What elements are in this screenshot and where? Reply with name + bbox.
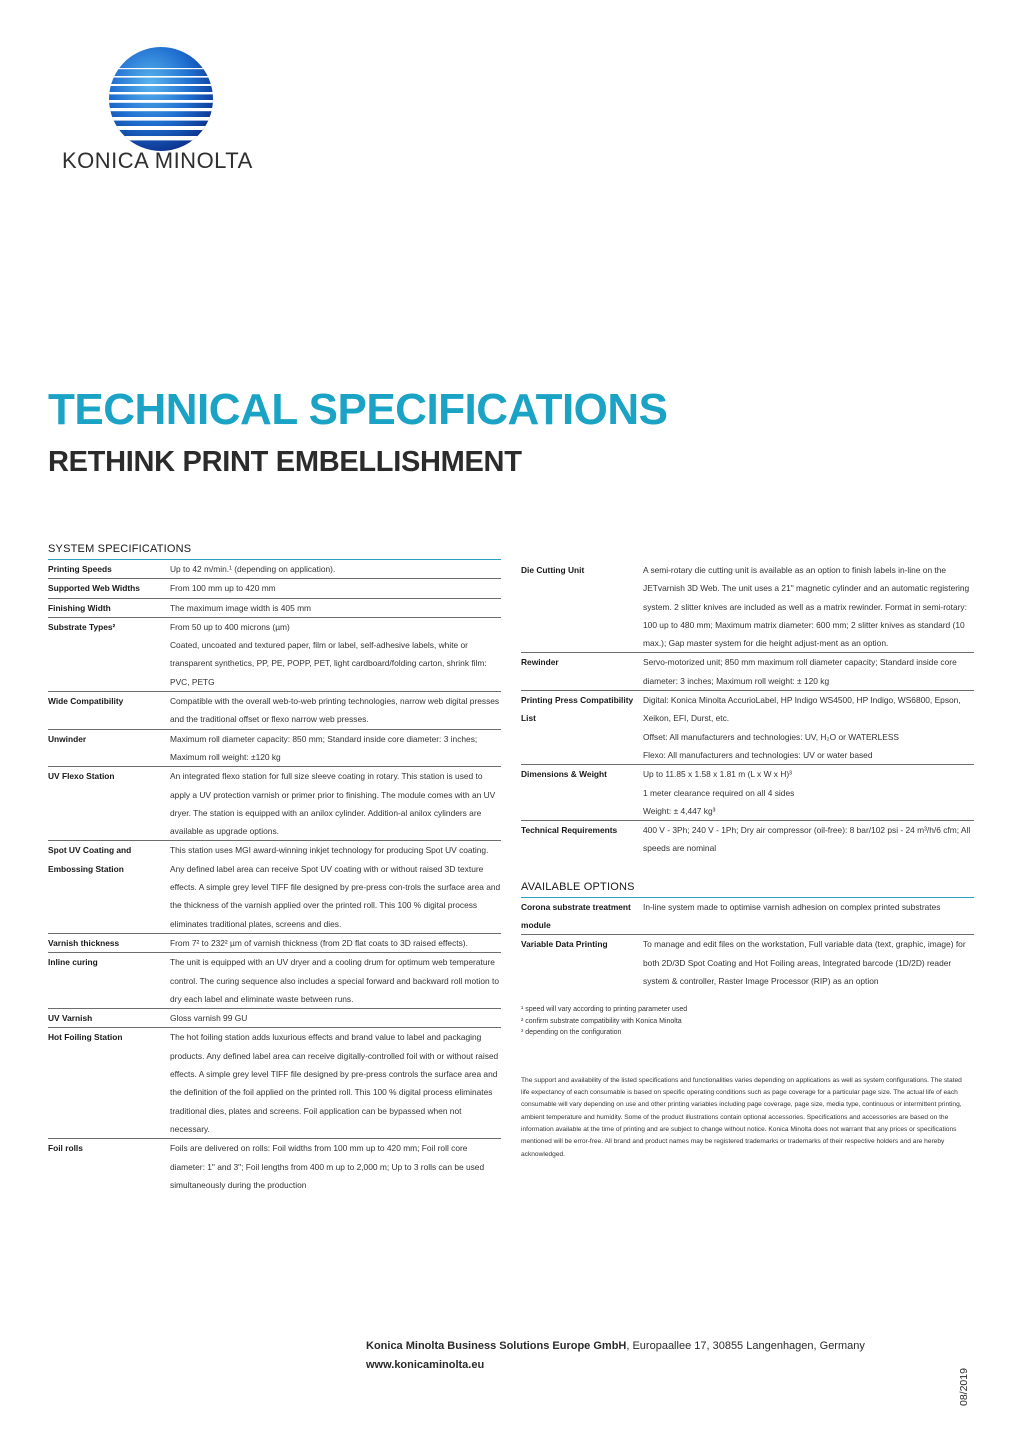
- table-row: [48, 933, 501, 952]
- footnotes: [521, 1004, 974, 1039]
- spec-value-line: Weight: ± 4,447 kg³: [643, 805, 716, 816]
- spec-label: Wide Compatibility: [48, 696, 124, 707]
- spec-label: UV Varnish: [48, 1013, 93, 1024]
- spec-value: The unit is equipped with an UV dryer and a cooling drum for optimum web temperature control. The curing sequence also includes a special forward and backward roll motion to dry each label and eliminate waste between runs.: [170, 957, 499, 1004]
- spec-value: A semi-rotary die cutting unit is available as an option to finish labels in-line on the JETvarnish 3D Web. The unit uses a 21" magnetic cylinder and an automatic registering system. 2 slitter knives are included as well as a matrix rewinder. Format in semi-rotary: 100 up to 480 mm; Maximum matrix diameter: 600 mm; 2 slitter knives as standard (10 max.); Gap master system for die height adjust-ment as an option.: [643, 565, 970, 649]
- spec-value-line: Flexo: All manufacturers and technologies: UV or water based: [643, 749, 873, 760]
- spec-label: Foil rolls: [48, 1143, 83, 1154]
- table-row: [521, 935, 974, 990]
- spec-value-line: Up to 11.85 x 1.58 x 1.81 m (L x W x H)³: [643, 769, 792, 780]
- table-row: [48, 767, 501, 841]
- additional-specifications-table: [521, 561, 974, 858]
- spec-value: The hot foiling station adds luxurious effects and brand value to label and packaging products. Any defined label area can receive digitally-controlled foil with or without raised effects. A simple grey level TIFF file designed by pre-press controls the surface area and the definition of the foil applied on the printed roll. This 100 % digital process eliminates traditional dies, plates and screens. Foil application can be bypassed when not necessary.: [170, 1032, 499, 1134]
- system-specifications-table: [48, 560, 501, 1194]
- spec-value: Foils are delivered on rolls: Foil widths from 100 mm up to 420 mm; Foil roll core diameter: 1" and 3"; Foil lengths from 400 m up to 2,000 m; Up to 3 rolls can be used simultaneously during the production: [170, 1143, 485, 1190]
- table-row: [48, 953, 501, 1009]
- spec-label: Unwinder: [48, 733, 87, 744]
- table-row: [521, 691, 974, 765]
- table-row: [48, 841, 501, 933]
- spec-value: Servo-motorized unit; 850 mm maximum roll diameter capacity; Standard inside core diameter: 3 inches; Maximum roll weight: ± 120 kg: [643, 657, 957, 686]
- table-row: [48, 1009, 501, 1028]
- spec-value: [643, 765, 974, 821]
- spec-label: UV Flexo Station: [48, 771, 115, 782]
- footer-company-address: [366, 1340, 865, 1352]
- spec-value: The maximum image width is 405 mm: [170, 602, 312, 613]
- footer-company-name: Konica Minolta Business Solutions Europe GmbH: [366, 1340, 627, 1352]
- footnote: ³ depending on the configuration: [521, 1029, 622, 1037]
- spec-value-line: From 50 up to 400 microns (µm): [170, 621, 290, 632]
- spec-value: From 100 mm up to 420 mm: [170, 583, 276, 594]
- available-options-table: [521, 898, 974, 990]
- spec-value: From 7² to 232² µm of varnish thickness (from 2D flat coats to 3D raised effects).: [170, 937, 468, 948]
- table-row: [521, 765, 974, 821]
- spec-label: Finishing Width: [48, 602, 111, 613]
- spec-label: Varnish thickness: [48, 937, 120, 948]
- system-specifications-heading: SYSTEM SPECIFICATIONS: [48, 542, 501, 560]
- table-row: [48, 598, 501, 617]
- system-specifications-section: [48, 542, 501, 1194]
- konica-minolta-globe-logo: [108, 46, 214, 152]
- table-row: [48, 692, 501, 730]
- additional-specifications-section: [521, 561, 974, 1161]
- spec-value: This station uses MGI award-winning inkjet technology for producing Spot UV coating. Any defined label area can receive Spot UV coating with or without raised 3D texture effects. A simple grey level TIFF file designed by pre-press con-trols the surface area and the thickness of the varnish applied over the printed roll. This 100 % digital process eliminates traditional plates, screens and dies.: [170, 845, 501, 929]
- spec-label: Substrate Types²: [48, 621, 116, 632]
- spec-value-line: Coated, uncoated and textured paper, film or label, self-adhesive labels, white or transparent synthetics, PP, PE, POPP, PET, light cardboard/folding carton, shrink film: PVC, PETG: [170, 640, 487, 687]
- spec-value: Up to 42 m/min.¹ (depending on application).: [170, 564, 336, 574]
- spec-label: Rewinder: [521, 657, 559, 668]
- table-row: [48, 617, 501, 691]
- spec-value-line: Digital: Konica Minolta AccurioLabel, HP Indigo WS4500, HP Indigo, WS6800, Epson, Xeikon, EFI, Durst, etc.: [643, 695, 961, 724]
- footer-website-link[interactable]: www.konicaminolta.eu: [366, 1359, 485, 1371]
- spec-label: Hot Foiling Station: [48, 1032, 123, 1043]
- table-row: [521, 561, 974, 653]
- disclaimer: The support and availability of the listed specifications and functionalities varies depending on applications as well as system configurations. The stated life expectancy of each consumable is based on specific operating conditions such as page coverage for a particular page size. The actual life of each consumable will vary depending on use and other printing variables including page coverage, page size, media type, continuous or intermittent printing, ambient temperature and humidity. Some of the product illustrations contain optional accessories. Specifications and accessories are based on the information available at the time of printing and are subject to change without notice. Konica Minolta does not warrant that any prices or specifications mentioned will be error-free. All brand and product names may be registered trademarks or trademarks of their respective holders and are hereby acknowledged.: [521, 1076, 962, 1158]
- spec-label: Dimensions & Weight: [521, 769, 607, 780]
- spec-label: Variable Data Printing: [521, 939, 608, 950]
- page-subtitle: RETHINK PRINT EMBELLISHMENT: [48, 446, 522, 478]
- publication-date: 08/2019: [958, 1368, 970, 1406]
- spec-label: Printing Press Compatibility List: [521, 695, 634, 724]
- spec-value: [643, 691, 974, 765]
- table-row: [521, 821, 974, 858]
- spec-label: Printing Speeds: [48, 564, 112, 574]
- footnote: ² confirm substrate compatibility with Konica Minolta: [521, 1017, 682, 1025]
- table-row: [48, 1028, 501, 1139]
- spec-value: To manage and edit files on the workstation, Full variable data (text, graphic, image) for both 2D/3D Spot Coating and Hot Foiling areas, Integrated barcode (1D/2D) reader system & controller, Raster Image Processor (RIP) as an option: [643, 939, 966, 986]
- table-row: [521, 653, 974, 691]
- table-row: [48, 729, 501, 767]
- spec-label: Corona substrate treatment module: [521, 901, 631, 931]
- table-row: [48, 579, 501, 598]
- spec-label: Die Cutting Unit: [521, 565, 585, 575]
- spec-label: Supported Web Widths: [48, 583, 140, 594]
- footer-address: , Europaallee 17, 30855 Langenhagen, Germany: [626, 1340, 865, 1352]
- table-row: [521, 898, 974, 935]
- available-options-heading: AVAILABLE OPTIONS: [521, 880, 974, 898]
- spec-value: Compatible with the overall web-to-web printing technologies, narrow web digital presses and the traditional offset or flexo narrow web presses.: [170, 696, 500, 725]
- spec-value-line: 1 meter clearance required on all 4 sides: [643, 787, 795, 798]
- brand-wordmark: KONICA MINOLTA: [62, 148, 253, 173]
- spec-value: Gloss varnish 99 GU: [170, 1013, 248, 1024]
- spec-value: Maximum roll diameter capacity: 850 mm; Standard inside core diameter: 3 inches; Maximum roll weight: ±120 kg: [170, 733, 478, 762]
- table-row: [48, 560, 501, 579]
- spec-label: Inline curing: [48, 957, 98, 968]
- spec-value: [170, 617, 501, 691]
- table-row: [48, 1139, 501, 1194]
- spec-value: An integrated flexo station for full size sleeve coating in rotary. This station is used to apply a UV protection varnish or primer prior to finishing. The module comes with an UV dryer. The station is equipped with an anilox cylinder. Addition-al anilox cylinders are available as upgrade options.: [170, 771, 496, 837]
- spec-label: Technical Requirements: [521, 825, 618, 836]
- page-title: TECHNICAL SPECIFICATIONS: [48, 385, 668, 434]
- spec-label: Spot UV Coating and Embossing Station: [48, 845, 132, 874]
- spec-value: 400 V - 3Ph; 240 V - 1Ph; Dry air compressor (oil-free): 8 bar/102 psi - 24 m³/h/6 cfm; All speeds are nominal: [643, 825, 971, 854]
- spec-value-line: Offset: All manufacturers and technologies: UV, H₂O or WATERLESS: [643, 731, 900, 742]
- spec-value: In-line system made to optimise varnish adhesion on complex printed substrates: [643, 901, 941, 912]
- footnote: ¹ speed will vary according to printing parameter used: [521, 1006, 688, 1014]
